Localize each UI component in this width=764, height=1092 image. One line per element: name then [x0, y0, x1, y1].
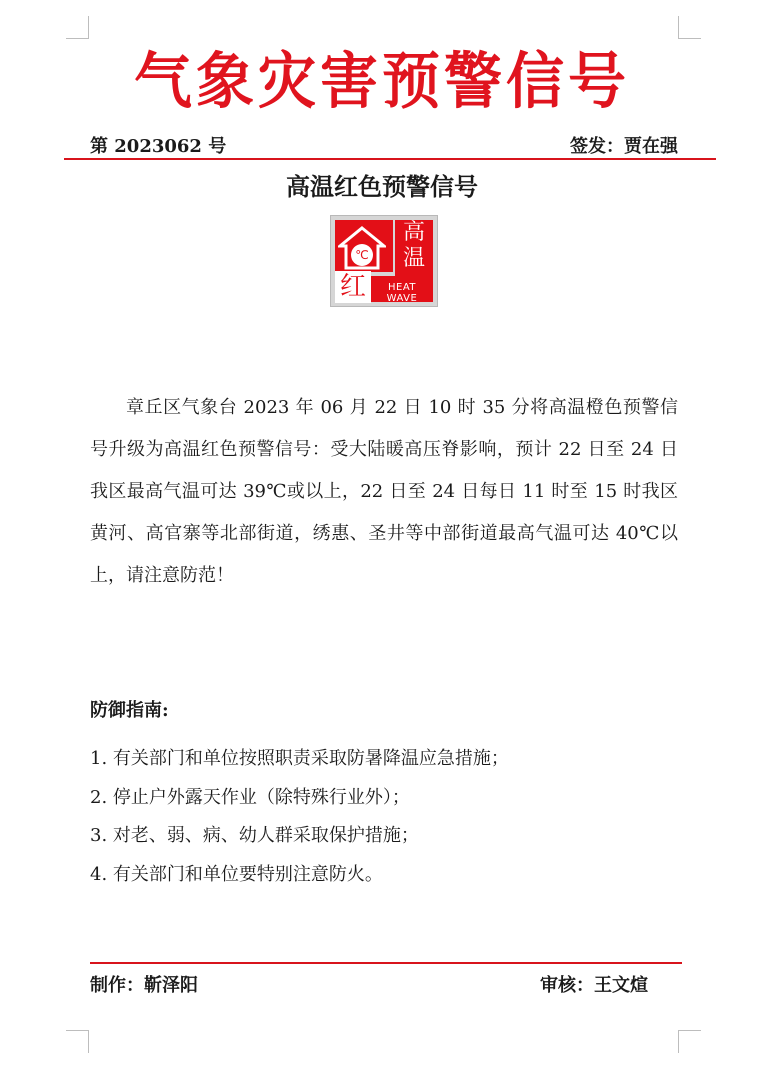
icon-level-label: 红: [335, 271, 371, 303]
document-number: 第 2023062 号: [90, 136, 227, 157]
guide-item: 4. 有关部门和单位要特别注意防火。: [90, 863, 383, 885]
crop-mark-bottom-right: [678, 1030, 701, 1053]
guide-heading: 防御指南:: [90, 700, 169, 721]
masthead: 气象灾害预警信号: [133, 45, 630, 117]
icon-english-label: HEAT WAVE: [386, 282, 418, 304]
footer-rule: [90, 962, 682, 964]
issuer: 签发：贾在强: [570, 136, 678, 157]
icon-unit-label: ℃: [355, 248, 369, 262]
header-rule: [64, 158, 716, 160]
meta-row: [90, 136, 678, 158]
reviewer: 审核：王文煊: [540, 975, 648, 996]
heat-wave-warning-icon: [330, 215, 438, 307]
guide-item: 2. 停止户外露天作业（除特殊行业外）；: [90, 786, 410, 808]
guide-item: 1. 有关部门和单位按照职责采取防暑降温应急措施；: [90, 748, 509, 769]
crop-mark-bottom-left: [66, 1030, 89, 1053]
house-thermometer-icon: [338, 226, 386, 270]
footer-row: [90, 975, 648, 997]
document-title: 高温红色预警信号: [286, 173, 478, 201]
guide-list: [90, 740, 690, 894]
crop-mark-top-left: [66, 16, 89, 39]
producer: 制作：靳泽阳: [90, 975, 198, 996]
warning-body-text: 章丘区气象台 2023 年 06 月 22 日 10 时 35 分将高温橙色预警信号升级为高温红色预警信号：受大陆暖高压脊影响，预计 22 日至 24 日我区最高气温可达 39℃或以上，22 日至 24 日每日 11 时至 15 时我区黄河、高官寨等北部街道，绣惠、圣井等中部街道最高气温可达 40℃以上，请注意防范！: [90, 397, 678, 586]
icon-top-label: 高温: [402, 220, 425, 271]
crop-mark-top-right: [678, 16, 701, 39]
guide-item: 3. 对老、弱、病、幼人群采取保护措施；: [90, 825, 419, 846]
